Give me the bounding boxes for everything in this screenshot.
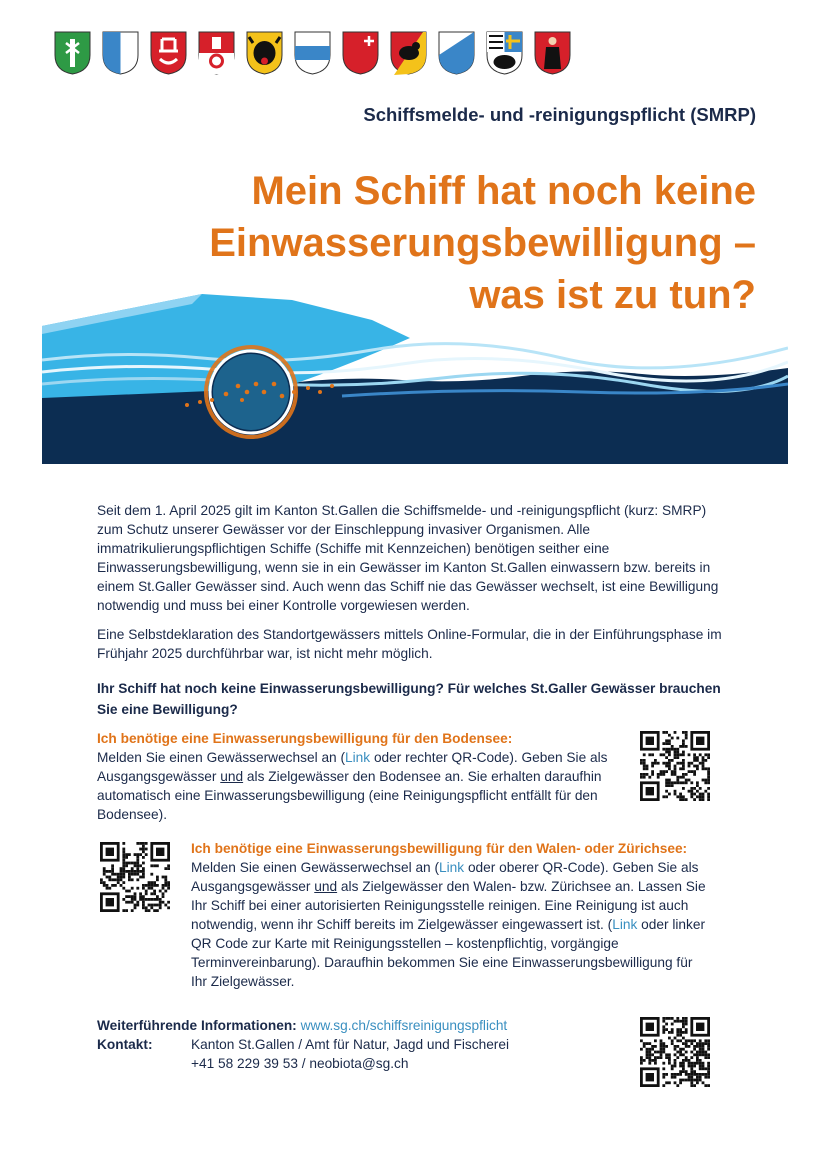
- walensee-text-2: oder oberer QR-Code). Geben Sie als Ausgangsgewässer: [191, 860, 699, 894]
- luzern-crest: [102, 31, 139, 75]
- walensee-link-1[interactable]: Link: [439, 860, 465, 875]
- bodensee-und: und: [220, 769, 244, 784]
- question-paragraph: Ihr Schiff hat noch keine Einwasserungsbewilligung? Für welches St.Galler Gewässer brauchen Sie eine Bewilligung?: [97, 681, 721, 717]
- walensee-link-2[interactable]: Link: [612, 917, 638, 932]
- contact-line-1: Kanton St.Gallen / Amt für Natur, Jagd und Fischerei: [191, 1037, 510, 1052]
- bern-crest: [390, 31, 427, 75]
- qr-code-bodensee[interactable]: [640, 731, 710, 801]
- walensee-text-3: als Zielgewässer den Walen- bzw. Zürichsee an. Lassen Sie Ihr Schiff bei einer autorisierten Reinigungsstelle reinigen. Eine Reinigung ist auch notwendig, wenn ihr Schiff bereits im Zielgewässer eingewassert ist. (: [191, 879, 706, 932]
- subtitle: Schiffsmelde- und -reinigungspflicht (SMRP): [363, 104, 756, 125]
- bodensee-section: [97, 729, 612, 824]
- graubuenden-crest: [486, 31, 523, 75]
- bodensee-link[interactable]: Link: [345, 750, 371, 765]
- nidwalden-crest: [150, 31, 187, 75]
- info-block: [97, 1016, 509, 1073]
- headline-line-1: Mein Schiff hat noch keine: [251, 169, 756, 213]
- boat-illustration: [42, 288, 788, 464]
- canton-crests: [54, 31, 571, 77]
- qr-code-cleaning-map[interactable]: [100, 842, 170, 912]
- uri-crest: [246, 31, 283, 75]
- bodensee-text-2: oder rechter QR-Code). Geben Sie als Ausgangsgewässer: [97, 750, 608, 784]
- contact-line-2: +41 58 229 39 53 / neobiota@sg.ch: [191, 1056, 409, 1071]
- self-declaration-paragraph: Eine Selbstdeklaration des Standortgewässers mittels Online-Formular, die in der Einführungsphase im Frühjahr 2025 durchführbar war, ist nicht mehr möglich.: [97, 627, 722, 661]
- st-gallen-crest: [54, 31, 91, 75]
- contact-label: Kontakt:: [97, 1037, 153, 1052]
- walensee-text-4: oder linker QR Code zur Karte mit Reinigungsstellen – kostenpflichtig, vorgängige Terminvereinbarung). Daraufhin bekommen Sie eine Einwasserungsbewilligung für Ihr Zielgewässer.: [191, 917, 706, 989]
- zuerich-crest: [438, 31, 475, 75]
- obwalden-crest: [198, 31, 235, 75]
- bodensee-heading: Ich benötige eine Einwasserungsbewilligung für den Bodensee:: [97, 731, 513, 746]
- qr-code-info[interactable]: [640, 1017, 710, 1087]
- glarus-crest: [534, 31, 571, 75]
- walensee-section: [191, 839, 711, 991]
- bodensee-text-1: Melden Sie einen Gewässerwechsel an (: [97, 750, 346, 765]
- info-url-link[interactable]: www.sg.ch/schiffsreinigungspflicht: [300, 1018, 508, 1033]
- walensee-text-1: Melden Sie einen Gewässerwechsel an (: [191, 860, 440, 875]
- bodensee-text-3: als Zielgewässer den Bodensee an. Sie erhalten daraufhin automatisch eine Einwasserungsbewilligung (eine Reinigungspflicht entfällt für den Bodensee).: [97, 769, 602, 822]
- info-label: Weiterführende Informationen:: [97, 1018, 297, 1033]
- walensee-und: und: [314, 879, 338, 894]
- schwyz-crest: [342, 31, 379, 75]
- headline-line-2: Einwasserungsbewilligung –: [209, 221, 756, 265]
- headline-line-3: was ist zu tun?: [469, 273, 756, 317]
- zug-crest: [294, 31, 331, 75]
- intro-paragraph: Seit dem 1. April 2025 gilt im Kanton St.Gallen die Schiffsmelde- und -reinigungspflicht (kurz: SMRP) zum Schutz unserer Gewässer vor der Einschleppung invasiver Organismen. Alle immatrikulierungspflichtigen Schiffe (Schiffe mit Kennzeichen) benötigen seither eine Einwasserungsbewilligung, wenn sie in ein Gewässer im Kanton St.Gallen einwassern bzw. bereits in einem St.Galler Gewässer sind. Auch wenn das Schiff nie das Gewässer wechselt, ist eine Bewilligung notwendig und muss bei einer Kontrolle vorgewiesen werden.: [97, 503, 719, 613]
- walensee-heading: Ich benötige eine Einwasserungsbewilligung für den Walen- oder Zürichsee:: [191, 841, 688, 856]
